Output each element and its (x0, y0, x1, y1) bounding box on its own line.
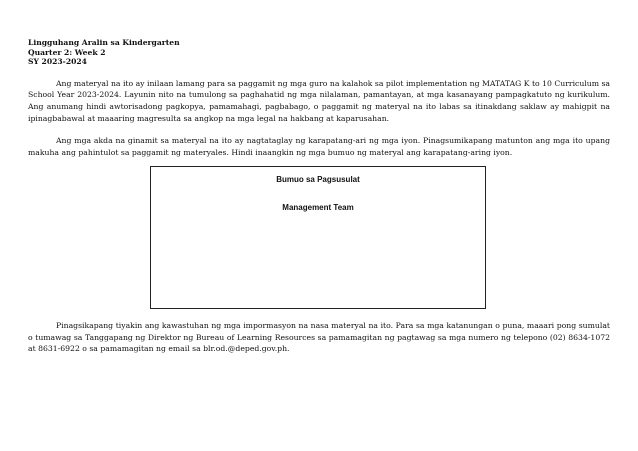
credits-box (150, 166, 486, 309)
document-page (28, 38, 610, 354)
document-title: Lingguhang Aralin sa Kindergarten (28, 38, 180, 47)
management-team-heading: Management Team (282, 203, 354, 212)
quarter-week-label: Quarter 2: Week 2 (28, 47, 106, 57)
usage-notice-paragraph: Ang materyal na ito ay inilaan lamang para sa paggamit ng mga guro na kalahok sa pilot implementation ng MATATAG K to 10 Curriculum sa School Year 2023-2024. Layunin nito na tumulong sa paghahatid ng mga nilalaman, pamantayan, at mga kasanayang pampagkatuto ng kurikulum. Ang anumang hindi awtorisadong pagkopya, pamamahagi, pagbabago, o paggamit ng materyal na ito labas sa itinakdang saklaw ay mahigpit na ipinagbabawal at maaaring magresulta sa angkop na mga legal na hakbang at kaparusahan. (28, 78, 610, 123)
contact-paragraph: Pinagsikapang tiyakin ang kawastuhan ng mga impormasyon na nasa materyal na ito. Para sa mga katanungan o puna, maaari pong sumulat o tumawag sa Tanggapang ng Direktor ng Bureau of Learning Resources sa pamamagitan ng pagtawag sa mga numero ng telepono (02) 8634-1072 at 8631-6922 o sa pamamagitan ng email sa blr.od.@deped.gov.ph. (28, 321, 610, 354)
copyright-paragraph: Ang mga akda na ginamit sa materyal na ito ay nagtataglay ng karapatang-ari ng mga iyon. Pinagsumikapang matunton ang mga ito upang makuha ang pahintulot sa paggamit ng materyales. Hindi inaangkin ng mga bumuo ng materyal ang karapatang-aring iyon. (28, 136, 610, 157)
writers-heading: Bumuo sa Pagsusulat (276, 175, 360, 184)
school-year-label: SY 2023-2024 (28, 57, 87, 67)
